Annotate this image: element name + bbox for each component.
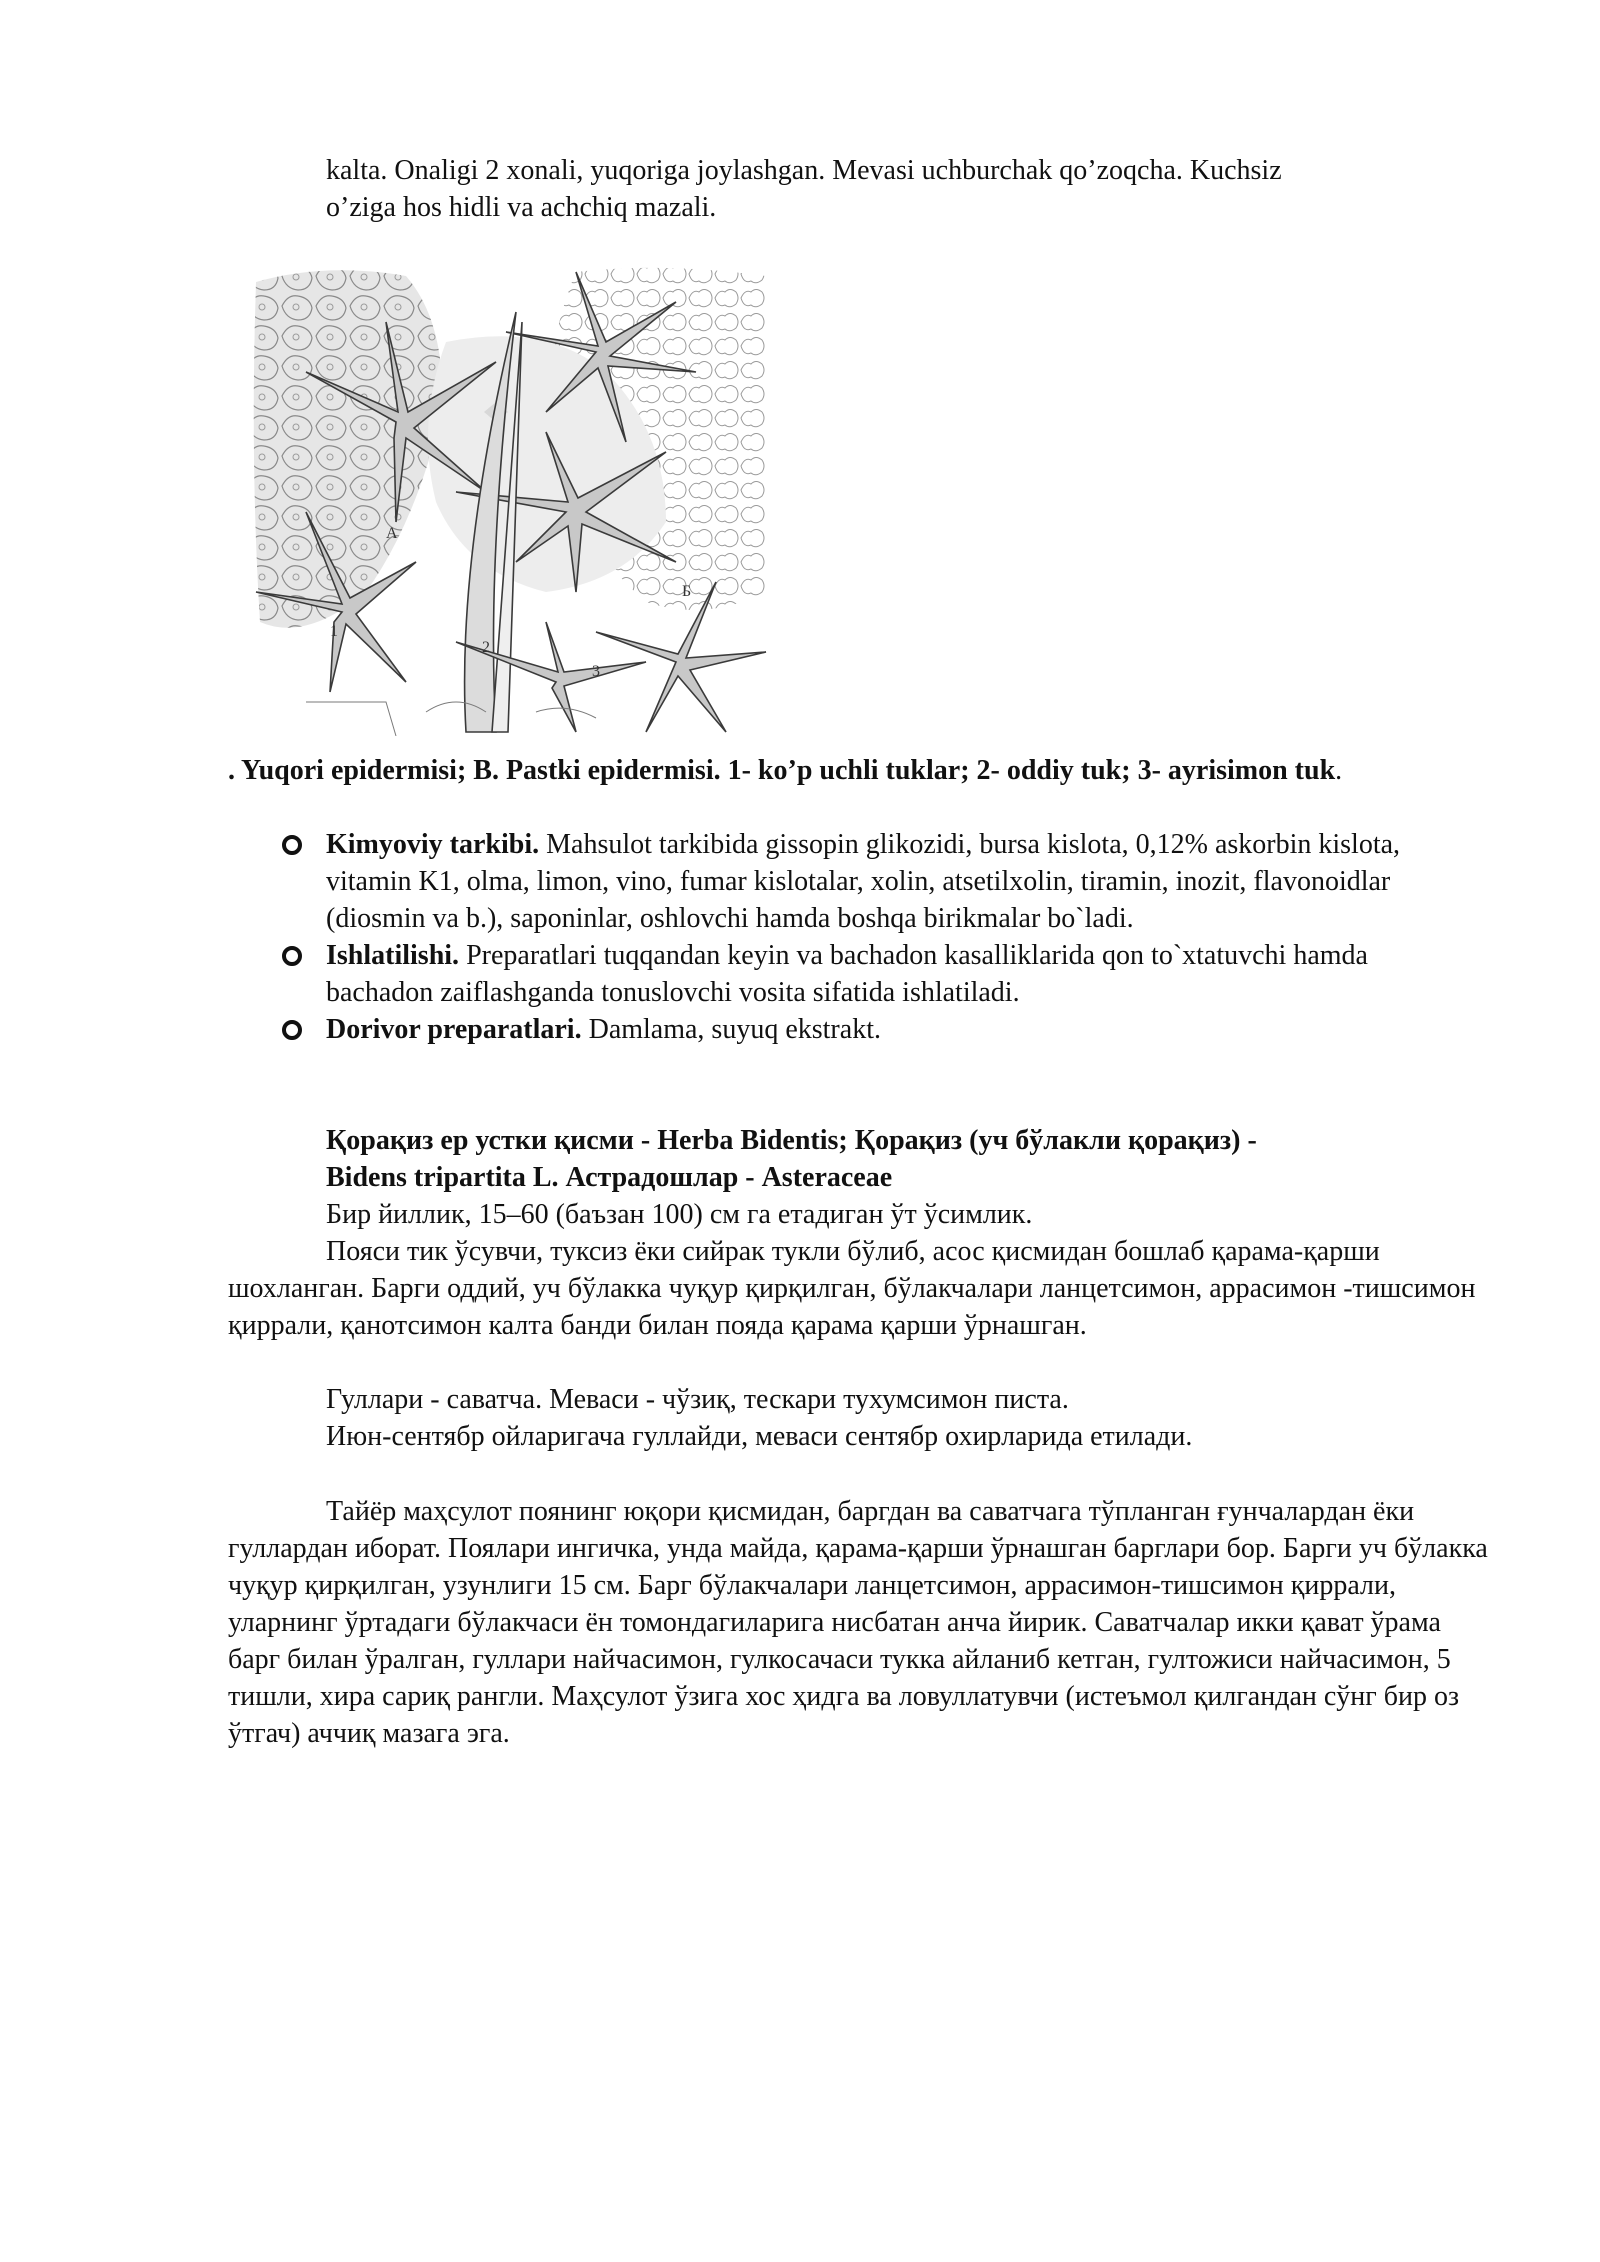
figure-label-b: Б (682, 583, 692, 600)
list-item-usage (280, 937, 1470, 1011)
property-list (280, 826, 1470, 1048)
caption-bold-text: . Yuqori epidermisi; B. Pastki epidermisi. 1- ko’p uchli tuklar; 2- oddiy tuk; 3- ayrisimon tuk (228, 755, 1336, 786)
list-item-label: Ishlatilishi. (326, 940, 460, 971)
paragraph-lifecycle: Бир йиллик, 15–60 (баъзан 100) см га етадиган ўт ўсимлик. (326, 1199, 1033, 1230)
list-item-label: Dorivor preparatlari. (326, 1014, 582, 1045)
list-item-text: Preparatlari tuqqandan keyin va bachadon kasalliklarida qon to`xtatuvchi hamda bachadon zaiflashganda tonuslovchi vosita sifatida ishlatiladi. (326, 940, 1368, 1008)
section-heading (326, 1122, 1466, 1196)
figure-label-1: 1 (330, 623, 338, 640)
list-item-chemical-composition (280, 826, 1470, 937)
caption-tail: . (1335, 755, 1343, 786)
figure-caption (228, 752, 1488, 789)
list-item-text: Damlama, suyuq ekstrakt. (581, 1014, 881, 1045)
heading-line-1: Қорақиз ер устки қисми - Herba Bidentis; Қорақиз (уч бўлакли қорақиз) - (326, 1125, 1257, 1156)
intro-line-1: kalta. Onaligi 2 xonali, yuqoriga joylashgan. Mevasi uchburchak qo’zoqcha. Kuchsiz (326, 155, 1282, 186)
epidermis-illustration (246, 262, 770, 736)
ring-bullet-icon (282, 1020, 302, 1040)
ring-bullet-icon (282, 946, 302, 966)
paragraph-stem-leaves: Пояси тик ўсувчи, туксиз ёки сийрак тукли бўлиб, асос қисмидан бошлаб қарама-қарши шохланган. Барги оддий, уч бўлакка чуқур қирқилган, бўлакчалари ланцетсимон, аррасимон -тишсимон қиррали, қанотсимон калта банди билан пояда қарама қарши ўрнашган. (228, 1236, 1476, 1341)
paragraph-flowers-fruit: Гуллари - саватча. Меваси - чўзиқ, тескари тухумсимон писта. (326, 1384, 1069, 1415)
epidermis-drawing (246, 262, 770, 736)
list-item-text: Mahsulot tarkibida gissopin glikozidi, bursa kislota, 0,12% askorbin kislota, vitamin K1, olma, limon, vino, fumar kislotalar, xolin, atsetilxolin, tiramin, inozit, flavonoidlar (diosmin va b.), saponinlar, oshlovchi hamda boshqa birikmalar bo`ladi. (326, 829, 1401, 934)
ring-bullet-icon (282, 835, 302, 855)
paragraph-flowering-period: Июн-сентябр ойларигача гуллайди, меваси сентябр охирларида етилади. (326, 1421, 1193, 1452)
figure-label-2: 2 (482, 639, 490, 656)
paragraph-raw-material: Тайёр маҳсулот поянинг юқори қисмидан, баргдан ва саватчага тўпланган ғунчалардан ёки гуллардан иборат. Поялари ингичка, унда майда, қарама-қарши ўрнашган барглари бор. Барги уч бўлакка чуқур қирқилган, узунлиги 15 см. Барг бўлакчалари ланцетсимон, аррасимон-тишсимон қиррали, уларнинг ўртадаги бўлакчаси ён томондагиларига нисбатан анча йирик. Саватчалар икки қават ўрама барг билан ўралган, гуллари найчасимон, гулкосачаси тукка айланиб кетган, гултожиси найчасимон, 5 тишли, хира сариқ рангли. Маҳсулот ўзига хос ҳидга ва ловуллатувчи (истеъмол қилгандан сўнг бир оз ўтгач) аччиқ мазага эга. (228, 1496, 1488, 1749)
list-item-label: Kimyoviy tarkibi. (326, 829, 540, 860)
figure-label-3: 3 (592, 663, 600, 680)
intro-line-2: o’ziga hos hidli va achchiq mazali. (326, 192, 717, 223)
figure-label-a: А (386, 525, 398, 542)
intro-paragraph (326, 152, 1466, 226)
list-item-preparations (280, 1011, 1470, 1048)
heading-line-2: Bidens tripartita L. Астрадошлар - Asteraceae (326, 1162, 893, 1193)
